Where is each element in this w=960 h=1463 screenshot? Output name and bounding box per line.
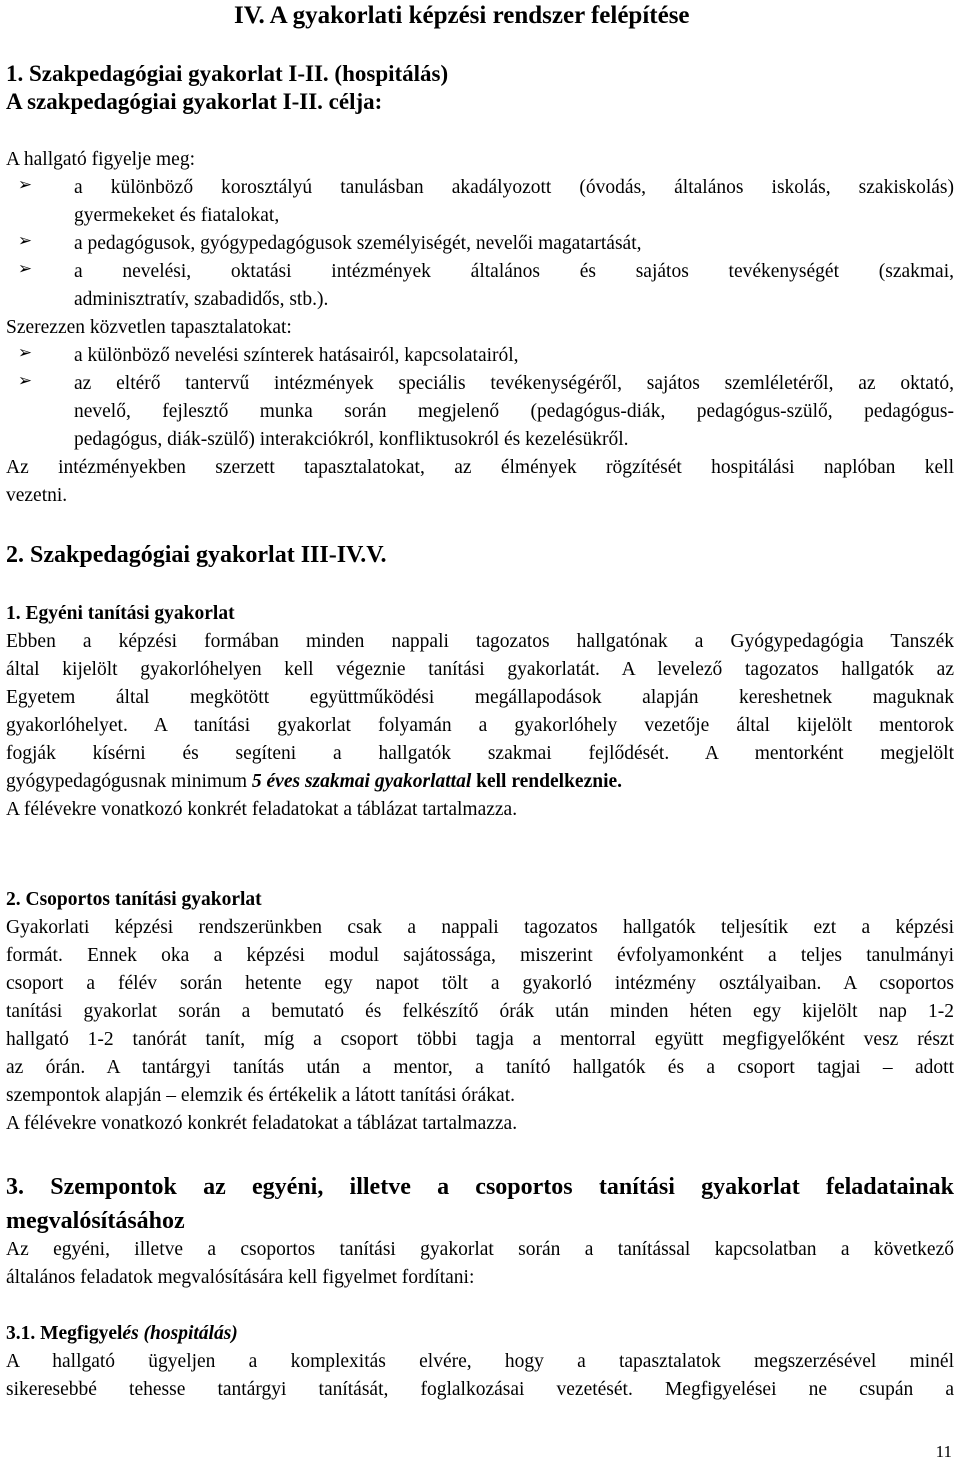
observation-paragraph-line-1: A hallgató ügyeljen a komplexitás elvére, hogy a tapasztalatok megszerzésével minél <box>6 1351 954 1372</box>
bullet-5-line-2: nevelő, fejlesztő munka során megjelenő (pedagógus-diák, pedagógus-szülő, pedagógus- <box>74 401 954 422</box>
group-paragraph-line-6: az órán. A tantárgyi tanítás után a mentor, a tanító hallgatók és a csoport tagjai – adott <box>6 1057 954 1078</box>
observation-heading-number: 3.1. Megfigyel <box>6 1323 123 1344</box>
page-number: 11 <box>935 1442 952 1461</box>
bullet-3-line-2: adminisztratív, szabadidős, stb.). <box>74 289 329 310</box>
bullet-arrow-icon: ➢ <box>17 259 33 278</box>
requirement-tail: kell rendelkeznie. <box>471 771 623 792</box>
section-1-subheading: A szakpedagógiai gyakorlat I-II. célja: <box>6 89 383 114</box>
group-paragraph-line-5: hallgató 1-2 tanórát tanít, míg a csoport többi tagja a mentorral együtt megfigyelőként vesz részt <box>6 1029 954 1050</box>
bullet-5-line-1: az eltérő tantervű intézmények speciális tevékenységéről, sajátos szemléletéről, az oktató, <box>74 373 954 394</box>
bullet-5-line-3: pedagógus, diák-szülő) interakciókról, konfliktusokról és kezelésükről. <box>74 429 629 450</box>
group-paragraph-line-7: szempontok alapján – elemzik és értékelik a látott tanítási órákat. <box>6 1085 515 1106</box>
bullet-arrow-icon: ➢ <box>17 231 33 250</box>
individual-paragraph-line-2: által kijelölt gyakorlóhelyen kell végeznie tanítási gyakorlatát. A levelező tagozatos hallgatók az <box>6 659 954 680</box>
individual-paragraph-line-3: Egyetem által megkötött együttműködési megállapodások alapján kereshetnek maguknak <box>6 687 954 708</box>
observation-heading-italic: és (hospitálás) <box>122 1323 238 1344</box>
bullet-2-line-1: a pedagógusok, gyógypedagógusok személyiségét, nevelői magatartását, <box>74 233 642 254</box>
bullet-1-line-1: a különböző korosztályú tanulásban akadályozott (óvodás, általános iskolás, szakiskolás) <box>74 177 954 198</box>
section-3-heading-line-2: megvalósításához <box>6 1208 185 1234</box>
section-3-heading-line-1: 3. Szempontok az egyéni, illetve a csoportos tanítási gyakorlat feladatainak <box>6 1174 954 1200</box>
individual-paragraph-line-6 <box>6 768 954 796</box>
bullet-arrow-icon: ➢ <box>17 175 33 194</box>
section-2-heading: 2. Szakpedagógiai gyakorlat III-IV.V. <box>6 542 387 568</box>
bullet-arrow-icon: ➢ <box>17 371 33 390</box>
bullet-4-line-1: a különböző nevelési színterek hatásairól, kapcsolatairól, <box>74 345 519 366</box>
section-3-paragraph-line-2: általános feladatok megvalósítására kell figyelmet fordítani: <box>6 1267 475 1288</box>
observe-intro: A hallgató figyelje meg: <box>6 149 195 170</box>
page-title: IV. A gyakorlati képzési rendszer felépítése <box>234 2 690 29</box>
group-paragraph-line-2: formát. Ennek oka a képzési modul sajátossága, miszerint évfolyamonként a teljes tanulmányi <box>6 945 954 966</box>
bullet-3-line-1: a nevelési, oktatási intézmények általános és sajátos tevékenységét (szakmai, <box>74 261 954 282</box>
observation-heading <box>6 1320 954 1348</box>
diary-paragraph-line-1: Az intézményekben szerzett tapasztalatokat, az élmények rögzítését hospitálási naplóban kell <box>6 457 954 478</box>
group-paragraph-line-3: csoport a félév során hetente egy napot tölt a gyakorló intézmény osztályaiban. A csoportos <box>6 973 954 994</box>
group-paragraph-line-8: A félévekre vonatkozó konkrét feladatokat a táblázat tartalmazza. <box>6 1113 518 1134</box>
group-paragraph-line-1: Gyakorlati képzési rendszerünkben csak a nappali tagozatos hallgatók teljesítik ezt a képzési <box>6 917 954 938</box>
section-3-paragraph-line-1: Az egyéni, illetve a csoportos tanítási gyakorlat során a tanítással kapcsolatban a következő <box>6 1239 954 1260</box>
observation-paragraph-line-2: sikeresebbé tehesse tantárgyi tanítását, foglalkozásai vezetését. Megfigyelései ne csupán a <box>6 1379 954 1400</box>
individual-paragraph-line-7: A félévekre vonatkozó konkrét feladatokat a táblázat tartalmazza. <box>6 799 518 820</box>
bullet-1-line-2: gyermekeket és fiatalokat, <box>74 205 280 226</box>
individual-paragraph-line-1: Ebben a képzési formában minden nappali tagozatos hallgatónak a Gyógypedagógia Tanszék <box>6 631 954 652</box>
experience-intro: Szerezzen közvetlen tapasztalatokat: <box>6 317 292 338</box>
group-paragraph-line-4: tanítási gyakorlat során a bemutató és felkészítő órák után minden héten egy kijelölt nap 1-2 <box>6 1001 954 1022</box>
individual-teaching-heading: 1. Egyéni tanítási gyakorlat <box>6 603 235 624</box>
individual-paragraph-line-5: fogják kísérni és segíteni a hallgatók szakmai fejlődését. A mentorként megjelölt <box>6 743 954 764</box>
requirement-text: gyógypedagógusnak minimum <box>6 771 252 792</box>
section-1-heading: 1. Szakpedagógiai gyakorlat I-II. (hospitálás) <box>6 61 449 86</box>
diary-paragraph-line-2: vezetni. <box>6 485 68 506</box>
bullet-arrow-icon: ➢ <box>17 343 33 362</box>
requirement-emphasis: 5 éves szakmai gyakorlattal <box>251 771 472 792</box>
group-teaching-heading: 2. Csoportos tanítási gyakorlat <box>6 889 262 910</box>
individual-paragraph-line-4: gyakorlóhelyet. A tanítási gyakorlat folyamán a gyakorlóhely vezetője által kijelölt mentorok <box>6 715 954 736</box>
